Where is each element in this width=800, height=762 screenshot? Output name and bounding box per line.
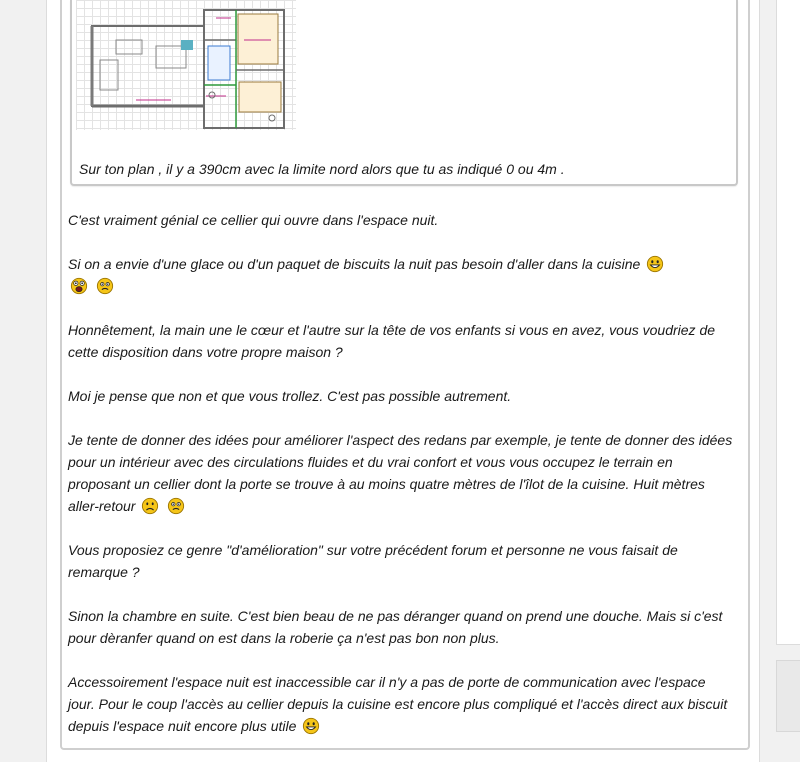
floor-plan-drawing: [76, 0, 296, 130]
right-sidebar: [776, 0, 800, 645]
post-paragraph: Je tente de donner des idées pour améliorer l'aspect des redans par exemple, je tente de donner des idées pour un intérieur avec des circulations fluides et du vrai confort et vous vous occupez le terrain en proposant un cellier dont la porte se trouve à au moins quatre mètres de l'îlot de la cuisine. Huit mètres aller-retour: [68, 432, 733, 514]
grin-smiley-icon: [646, 255, 664, 273]
post-paragraph: Accessoirement l'espace nuit est inaccessible car il n'y a pas de porte de communication avec l'espace jour. Pour le coup l'accès au cellier depuis la cuisine est encore plus compliqué et l'accès direct aux biscuit depuis l'espace nuit encore plus utile: [68, 674, 728, 734]
right-sidebar-block: [776, 660, 800, 732]
post-paragraph: Sinon la chambre en suite. C'est bien beau de ne pas déranger quand on prend une douche. Mais si c'est pour dèranfer quand on est dans la roberie ça n'est pas bon non plus.: [68, 608, 723, 646]
post-paragraph: Honnêtement, la main une le cœur et l'autre sur la tête de vos enfants si vous en avez, vous voudriez de cette disposition dans votre propre maison ?: [68, 322, 716, 360]
post-paragraph: Moi je pense que non et que vous trollez. C'est pas possible autrement.: [68, 388, 512, 404]
worried-smiley-icon: [96, 277, 114, 295]
post-body: [68, 209, 736, 759]
shocked-smiley-icon: [70, 277, 88, 295]
quote-text: Sur ton plan , il y a 390cm avec la limite nord alors que tu as indiqué 0 ou 4m .: [79, 161, 565, 177]
floor-plan-image[interactable]: [76, 0, 296, 130]
post-paragraph: C'est vraiment génial ce cellier qui ouvre dans l'espace nuit.: [68, 212, 439, 228]
post-paragraph: Si on a envie d'une glace ou d'un paquet de biscuits la nuit pas besoin d'aller dans la cuisine: [68, 253, 736, 297]
worried-smiley-icon: [167, 497, 185, 515]
sad-smiley-icon: [141, 497, 159, 515]
post-paragraph: Vous proposiez ce genre "d'amélioration" sur votre précédent forum et personne ne vous faisait de remarque ?: [68, 542, 678, 580]
grin-smiley-icon: [302, 717, 320, 735]
